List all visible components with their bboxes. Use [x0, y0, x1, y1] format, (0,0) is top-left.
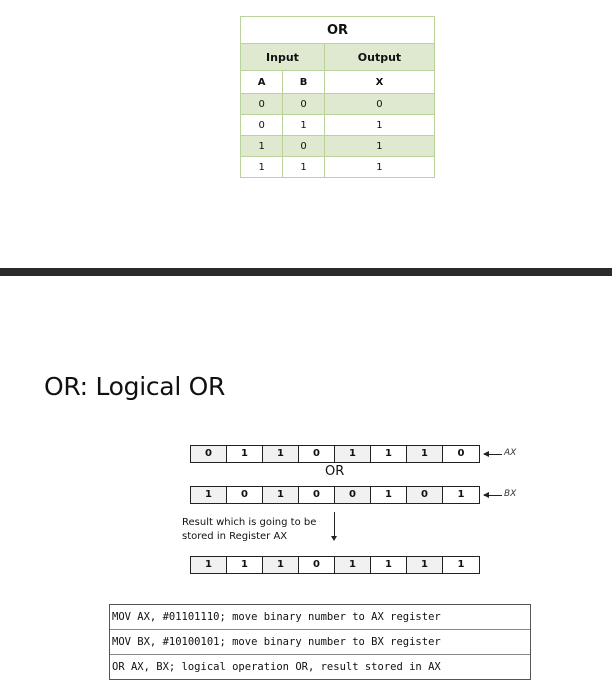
bit-cell: 0 [191, 446, 227, 462]
bit-cell: 0 [299, 487, 335, 503]
bit-cell: 1 [407, 446, 443, 462]
table-cell: 0 [283, 94, 325, 115]
column-header-a: A [241, 71, 283, 94]
table-cell: 1 [283, 115, 325, 136]
ax-arrow-icon [484, 454, 502, 455]
column-header-b: B [283, 71, 325, 94]
bit-cell: 1 [191, 487, 227, 503]
bit-cell: 1 [457, 559, 465, 570]
column-header-x: X [324, 71, 434, 94]
code-line: MOV AX, #01101110; move binary number to AX register [110, 605, 530, 630]
bit-cell: 1 [263, 446, 299, 462]
table-cell: 1 [283, 157, 325, 178]
register-bx [190, 486, 480, 504]
bit-cell: 1 [457, 489, 465, 500]
bit-cell: 0 [227, 487, 263, 503]
bit-cell: 1 [371, 487, 407, 503]
result-note-line: stored in Register AX [182, 531, 288, 542]
bx-arrow-icon [484, 495, 502, 496]
bit-cell: 0 [407, 487, 443, 503]
table-row [241, 136, 435, 157]
table-cell: 1 [324, 136, 434, 157]
bx-label: BX [504, 489, 517, 499]
input-group-header: Input [241, 44, 325, 71]
register-result [190, 556, 480, 574]
operation-label: OR [325, 464, 345, 479]
assembly-code-box [109, 604, 531, 680]
table-cell: 0 [283, 136, 325, 157]
or-truth-table [240, 16, 435, 178]
table-cell: 1 [324, 157, 434, 178]
table-cell: 1 [324, 115, 434, 136]
register-ax [190, 445, 480, 463]
table-row [241, 157, 435, 178]
bit-cell: 0 [457, 448, 465, 459]
bit-cell: 0 [299, 446, 335, 462]
bit-cell: 1 [335, 446, 371, 462]
bit-cell: 1 [227, 557, 263, 573]
code-line: OR AX, BX; logical operation OR, result stored in AX [112, 661, 441, 673]
bit-cell: 1 [371, 557, 407, 573]
bit-cell: 1 [263, 487, 299, 503]
output-group-header: Output [324, 44, 434, 71]
bit-cell: 1 [263, 557, 299, 573]
table-cell: 0 [241, 115, 283, 136]
bit-cell: 1 [407, 557, 443, 573]
table-row [241, 115, 435, 136]
table-row [241, 94, 435, 115]
table-cell: 1 [241, 136, 283, 157]
bit-cell: 0 [299, 557, 335, 573]
bit-cell: 1 [191, 557, 227, 573]
section-divider [0, 268, 612, 276]
bit-cell: 1 [371, 446, 407, 462]
bit-cell: 1 [335, 557, 371, 573]
result-note [182, 516, 316, 544]
truth-table-title: OR [241, 17, 435, 44]
code-line: MOV BX, #10100101; move binary number to BX register [110, 630, 530, 655]
table-cell: 0 [241, 94, 283, 115]
bit-cell: 0 [335, 487, 371, 503]
result-note-line: Result which is going to be [182, 517, 317, 528]
table-cell: 1 [241, 157, 283, 178]
table-cell: 0 [324, 94, 434, 115]
ax-label: AX [504, 448, 517, 458]
page-heading: OR: Logical OR [44, 372, 226, 401]
down-arrow-icon [334, 512, 335, 538]
bit-cell: 1 [227, 446, 263, 462]
